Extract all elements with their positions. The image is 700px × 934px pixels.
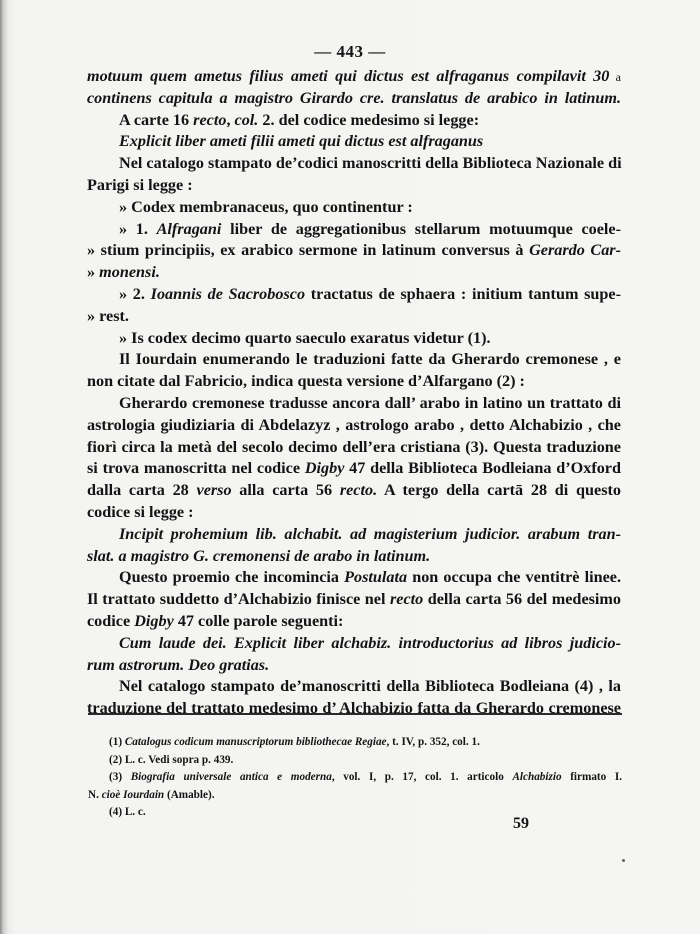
text-run: fiorì circa la metà del secolo decimo dell’era cristiana (3). Questa traduzione <box>87 437 621 456</box>
text-run: (4) L. c. <box>109 806 146 819</box>
italic-text: Cum laude dei. Explicit liber alchabiz. introductorius ad libros judicio- <box>119 633 621 652</box>
text-line <box>87 633 621 655</box>
text-run: » rest. <box>87 306 129 325</box>
text-line <box>87 458 621 480</box>
text-line <box>87 611 621 633</box>
text-run: 47 colle parole seguenti: <box>173 611 344 630</box>
italic-text: recto. <box>339 481 378 500</box>
italic-text: Ioannis de Sacrobosco <box>150 284 306 303</box>
italic-text: motuum quem ametus filius ameti qui dictus est alfraganus compilavit 30 <box>87 67 610 85</box>
text-run: , vol. I, p. 17, col. 1. articolo <box>331 771 513 784</box>
text-run: » stium principiis, ex arabico sermone in latinum conversus à <box>87 241 530 260</box>
text-line <box>87 66 621 88</box>
text-line <box>87 502 621 524</box>
main-text-block <box>87 66 621 720</box>
italic-text: Catalogus codicum manuscriptorum bibliothecae Regiae <box>124 736 387 748</box>
text-line <box>87 131 621 153</box>
italic-text: Digby <box>304 459 345 478</box>
text-run: , t. IV, p. 352, col. 1. <box>386 736 480 748</box>
text-run: » 2. <box>119 284 151 303</box>
italic-text: cioè Iourdain <box>101 788 165 801</box>
text-line <box>87 153 621 175</box>
text-run: » <box>87 263 100 282</box>
italic-text: recto <box>193 110 227 129</box>
text-run: N. <box>88 788 102 801</box>
italic-text: continens capitula a magistro Girardo cre. translatus de arabico in latinum. <box>87 88 621 107</box>
italic-text: Gerardo Car- <box>529 241 621 260</box>
footnote-line <box>88 804 622 822</box>
text-run: Gherardo cremonese tradusse ancora dall’ arabo in latino un trattato di <box>119 393 621 412</box>
text-run: (1) <box>109 736 125 748</box>
text-run: Questo proemio che incomincia <box>119 568 345 587</box>
text-line <box>87 524 621 546</box>
text-line <box>87 349 621 371</box>
footnote-separator-rule <box>88 713 622 715</box>
text-run: Nel catalogo stampato de’codici manoscritti della Biblioteca Nazionale di <box>119 154 622 173</box>
text-run: astrologia giudiziaria di Abdelazyz , astrologo arabo , detto Alchabizio , che <box>87 415 621 434</box>
italic-text: Incipit prohemium lib. alchabit. ad magisterium judicior. arabum tran- <box>119 524 621 543</box>
text-run: si trova manoscritta nel codice <box>87 459 305 478</box>
text-line <box>87 415 621 437</box>
text-run: non occupa che ventitrè linee. <box>407 568 621 587</box>
text-run: liber de aggregationibus stellarum motuumque coele- <box>221 219 621 238</box>
text-line <box>87 480 621 502</box>
text-run: firmato I. <box>561 771 623 784</box>
text-line <box>87 175 621 197</box>
italic-text: rum astrorum. Deo gratias. <box>87 655 270 674</box>
footnotes-block <box>88 734 622 822</box>
text-run: a <box>609 70 621 84</box>
italic-text: Explicit liber ameti filii ameti qui dictus est alfraganus <box>119 132 484 151</box>
text-run: (2) L. c. Vedi sopra p. 439. <box>109 753 234 766</box>
italic-text: recto <box>389 590 424 609</box>
text-line <box>87 88 621 110</box>
text-run: A tergo della cartā 28 di questo <box>377 481 621 500</box>
text-run: » 1. <box>119 219 157 238</box>
italic-text: Digby <box>134 611 174 630</box>
text-run: tractatus de sphaera : initium tantum supe- <box>305 284 622 303</box>
footnote-line <box>88 787 622 805</box>
text-line <box>87 393 621 415</box>
italic-text: verso <box>196 481 232 500</box>
text-line <box>87 589 621 611</box>
text-run: dalla carta 28 <box>87 481 197 500</box>
italic-text: monensi. <box>99 263 160 282</box>
text-run: » Codex membranaceus, quo continentur : <box>119 197 413 216</box>
text-run: Il Iourdain enumerando le traduzioni fatte da Gherardo cremonese , e <box>119 350 621 369</box>
text-run: Il trattato suddetto d’Alchabizio finisce nel <box>87 590 390 609</box>
signature-folio-number: 59 <box>513 815 529 832</box>
text-run: Parigi si legge : <box>87 175 193 194</box>
text-run: codice si legge : <box>87 502 194 521</box>
text-line <box>87 567 621 589</box>
text-run: della carta 56 del medesimo <box>423 590 621 609</box>
text-line <box>87 262 621 284</box>
italic-text: Postulata <box>344 568 408 587</box>
italic-text: col. <box>234 110 259 129</box>
text-line <box>87 328 621 350</box>
text-run: traduzione del trattato medesimo d’ Alchabizio fatta da Gherardo cremonese <box>87 699 621 718</box>
text-line <box>87 698 621 720</box>
text-run: Nel catalogo stampato de’manoscritti della Biblioteca Bodleiana (4) , la <box>119 677 621 696</box>
text-line <box>87 306 621 328</box>
footnote-line <box>88 769 622 787</box>
italic-text: Alfragani <box>156 219 222 238</box>
text-run: , <box>226 110 235 129</box>
text-line <box>87 284 621 306</box>
text-run: non citate dal Fabricio, indica questa versione d’Alfargano (2) : <box>87 372 525 391</box>
text-run: alla carta 56 <box>231 481 340 500</box>
text-line <box>87 110 621 132</box>
text-line <box>87 546 621 568</box>
italic-text: Biografia universale antica e moderna <box>130 771 332 784</box>
footnote-line <box>88 734 622 752</box>
text-line <box>87 219 621 241</box>
text-run: » Is codex decimo quarto saeculo exaratus videtur (1). <box>119 328 491 347</box>
running-header-page-number: — 443 — <box>314 42 386 61</box>
text-run: 2. del codice medesimo si legge: <box>258 110 480 129</box>
text-line <box>87 655 621 677</box>
text-run: A carte 16 <box>119 110 194 129</box>
paper-speck <box>622 859 625 862</box>
text-run: (Amable). <box>164 788 215 801</box>
footnote-line <box>88 752 622 770</box>
text-run: codice <box>87 611 135 630</box>
text-run: (3) <box>109 771 131 784</box>
text-line <box>87 371 621 393</box>
text-line <box>87 437 621 459</box>
italic-text: slat. a magistro G. cremonensi de arabo in latinum. <box>87 546 431 565</box>
italic-text: Alchabizio <box>512 771 562 784</box>
text-line <box>87 676 621 698</box>
text-run: 47 della Biblioteca Bodleiana d’Oxford <box>344 459 621 478</box>
text-line <box>87 197 621 219</box>
text-line <box>87 240 621 262</box>
